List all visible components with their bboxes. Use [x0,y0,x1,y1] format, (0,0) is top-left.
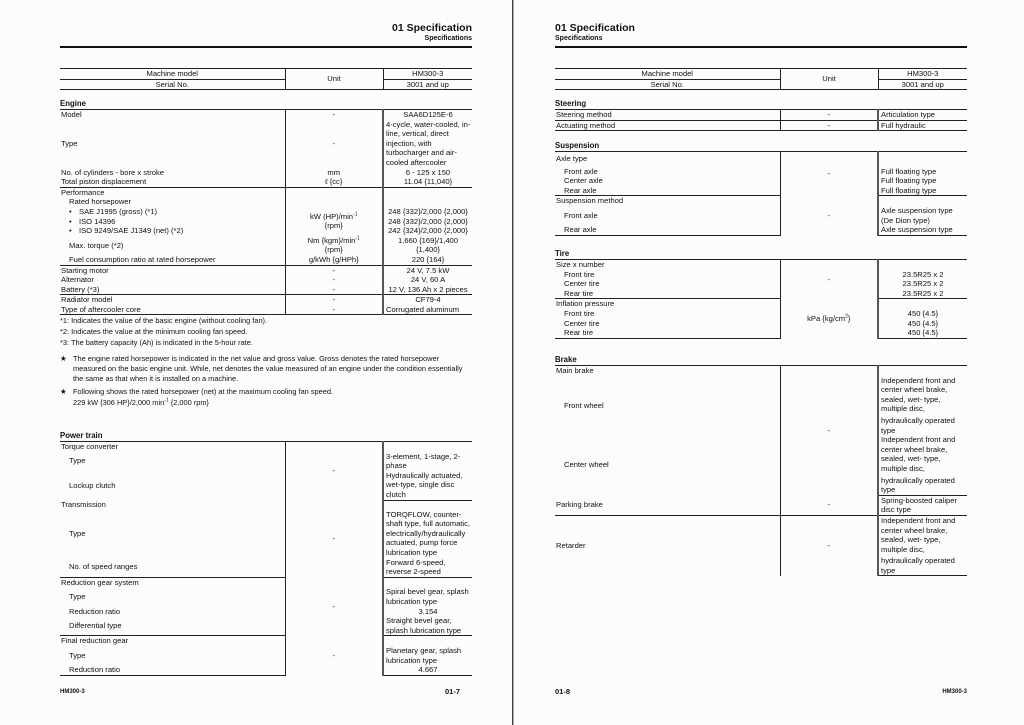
spec-unit: - [285,265,383,275]
spec-label: Rear axle [555,186,780,196]
spec-unit: - [285,577,383,636]
spec-unit: - [285,500,383,577]
spec-value: hydraulically operated type [881,415,955,435]
spec-value: 12 V, 136 Ah x 2 pieces [383,285,472,295]
spec-value: 242 {324}/2,000 {2,000} [388,226,468,236]
spec-value: Full floating type [878,186,967,196]
spec-label: Lockup clutch [69,480,116,490]
page-divider-shadow [513,0,514,725]
spec-value: Independent front and center wheel brake, [881,435,956,454]
spec-value: Planetary gear, splash lubrication type [386,645,462,665]
spec-unit: - [780,260,878,299]
engine-section [60,92,472,408]
spec-value: SAA6D125E-6 [383,110,472,120]
suspension-section [555,134,967,236]
spec-group-label: Suspension method [556,196,624,206]
spec-label: Battery (*3) [60,285,285,295]
spec-group-label: Final reduction gear [61,636,129,646]
section-title-suspension: Suspension [555,141,600,150]
spec-label: Center tire [564,279,600,289]
spec-value: Forward 6-speed, reverse 2-speed [383,558,472,578]
steering-section [555,92,967,131]
spec-value: Full hydraulic [878,120,967,131]
chapter-title: 01 Specification [392,22,472,34]
footnote: *3: The battery capacity (Ah) is indicated in the 5-hour rate. [60,338,253,348]
serial-label: Serial No. [555,79,780,90]
spec-subgroup-label: Rated horsepower [69,197,132,207]
page-left [60,0,472,725]
spec-value: 450 {4.5} [907,318,939,328]
net-horsepower-note: 229 kW {306 HP}/2,000 $\min^{-1} \{2,000$ rpm} [73,397,209,407]
spec-value: Full floating type [881,176,937,186]
spec-label: No. of cylinders - bore x stroke [61,167,164,177]
spec-value: 24 V, 7.5 kW [406,265,450,275]
spec-value: Corrugated aluminum [383,305,472,315]
spec-label: Fuel consumption ratio at rated horsepower [60,255,285,265]
spec-label: Total piston displacement [60,177,285,187]
spec-label: Center tire [564,318,600,328]
spec-value: sealed, wet- type, multiple disc, [881,394,941,414]
spec-group-label: Performance [61,187,105,197]
machine-model-label: Machine model [60,69,285,80]
spec-label: Type [69,592,86,602]
section-title-power-train: Power train [60,431,103,440]
spec-label: Actuating method [555,120,780,131]
spec-group-label: Size x number [555,260,780,270]
spec-label: Front axle [564,166,598,176]
page-right [555,0,967,725]
spec-value: 24 V, 60 A [410,275,446,285]
spec-value: 220 {164} [383,255,472,265]
spec-label: • SAE J1995 (gross) (*1) [69,207,157,216]
spec-value: Spiral bevel gear, splash lubrication type [386,587,469,606]
spec-unit: mm [285,168,383,178]
section-subtitle: Specifications [555,35,603,42]
tire-section [555,242,967,339]
spec-unit: g/kWh {g/HPh} [285,255,383,265]
spec-value: CF79-4 [415,295,441,305]
spec-label: Front tire [564,269,595,279]
spec-value: 23.5R25 x 2 [878,289,967,299]
spec-group-label: Main brake [555,366,780,376]
spec-unit: - [285,636,383,675]
spec-label: Retarder [556,541,586,551]
spec-label: Rear tire [555,328,780,338]
spec-value: 23.5R25 x 2 [902,279,944,289]
spec-unit: - [780,495,878,515]
spec-value: TORQFLOW, counter-shaft type, full automatic, electrically/hydraulically actuated, pump force lubrication type [386,509,470,558]
spec-label: Front axle [564,210,598,220]
footnote: *1: Indicates the value of the basic engine (without cooling fan). [60,316,268,326]
spec-value: 4.667 [383,665,472,675]
power-train-table [60,441,472,676]
spec-label: Type [69,456,86,466]
spec-group-label: Torque converter [60,442,285,452]
spec-group-label: Inflation pressure [556,299,615,309]
spec-label: Differential type [60,616,285,636]
section-title-engine: Engine [60,99,86,108]
spec-value: sealed, wet- type, multiple disc, [881,535,941,554]
spec-unit: - [285,285,383,295]
spec-value: 3.154 [418,606,438,616]
spec-unit: - [285,110,383,120]
spec-unit: - [285,275,383,285]
spec-value: Independent front and center wheel brake, [881,515,956,535]
footer-page-number: 01-8 [555,687,571,696]
star-note: ★ The engine rated horsepower is indicated in the net value and gross value. Gross denotes the rated horsepower measured on the basic engine unit. While, net denotes the value measured of an engine under the condition essentially the same as that when it is installed on a machine. [60,354,472,383]
spec-unit: - [285,295,383,305]
spec-label: Reduction ratio [69,606,121,616]
tire-table [555,259,967,339]
spec-value: Axle suspension type (De Dion type) [881,205,953,225]
page-header [555,20,967,48]
spec-label: Parking brake [555,495,780,515]
spec-unit: kW $(HP)/\min^{-1}$ {rpm} [285,207,383,236]
spec-value: Articulation type [878,110,967,121]
spec-unit: - [285,305,383,315]
spec-group-label: Transmission [61,500,106,510]
spec-value: Independent front and center wheel brake, [881,375,956,395]
spec-label: No. of speed ranges [60,558,285,578]
footer-model: HM300-3 [942,689,967,695]
steering-table [555,109,967,131]
section-subtitle: Specifications [424,35,472,42]
spec-value: sealed, wet- type, multiple disc, [881,454,941,473]
spec-value: Spring-boosted caliper disc type [878,495,967,515]
brake-table [555,365,967,576]
spec-unit: Nm $\{kgm\}/\min^{-1}$ {rpm} [285,236,383,255]
unit-header: Unit [780,69,878,90]
spec-value: 248 {332}/2,000 {2,000} [388,206,468,216]
spec-unit: - [780,152,878,196]
spec-value: hydraulically operated type [878,554,967,576]
machine-model-label: Machine model [555,69,780,80]
spec-unit: - [780,110,878,121]
spec-label: Rear tire [555,289,780,299]
spec-unit: ℓ {cc} [285,177,383,187]
section-title-brake: Brake [555,355,577,364]
spec-label: Center axle [564,176,603,186]
spec-label: Alternator [61,275,94,285]
spec-label: Center wheel [564,460,609,470]
spec-label: Type [69,650,86,660]
spec-value: 248 {332}/2,000 {2,000} [388,216,468,226]
spec-value: 11.04 {11,040} [383,177,472,187]
unit-header: Unit [285,69,383,90]
model-table [555,68,967,90]
spec-label: Type [69,528,86,538]
serial-value: 3001 and up [878,79,967,90]
spec-group-label: Reduction gear system [61,577,139,587]
spec-label: Radiator model [61,295,113,305]
spec-value: 6 - 125 x 150 [405,167,451,177]
suspension-table [555,151,967,236]
model-value: HM300-3 [383,69,472,80]
spec-unit: - [780,120,878,131]
spec-value: Straight bevel gear, splash lubrication type [383,616,472,636]
spec-unit: - [780,196,878,235]
star-note: ★ Following shows the rated horsepower (net) at the maximum cooling fan speed. [60,387,472,397]
power-train-section [60,424,472,676]
footer-model: HM300-3 [60,689,85,695]
model-value: HM300-3 [878,69,967,80]
spec-value: hydraulically operated type [878,474,967,496]
spec-unit: - [780,366,878,496]
spec-label: Rear axle [555,225,780,235]
footnote: *2: Indicates the value at the minimum cooling fan speed. [60,327,248,337]
serial-value: 3001 and up [383,79,472,90]
spec-label: Type [61,138,78,148]
spec-value: Axle suspension type [878,225,967,235]
spec-value: 450 {4.5} [878,328,967,338]
spec-label: • ISO 14396 [69,217,115,226]
section-title-tire: Tire [555,249,570,258]
spec-value: 1,660 {169}/1,400 {1,400} [398,235,458,255]
brake-section [555,348,967,576]
model-table [60,68,472,90]
spec-group-label: Axle type [555,152,780,167]
spec-label: Starting motor [61,265,109,275]
spec-unit: - [285,120,383,168]
spec-value: 450 {4.5} [907,308,939,318]
spec-label: Front tire [564,308,595,318]
serial-label: Serial No. [60,79,285,90]
spec-label: Steering method [555,110,780,121]
footer-page-number: 01-7 [444,687,460,696]
spec-value: 23.5R25 x 2 [902,269,944,279]
spec-unit: - [780,515,878,576]
spec-value: 4-cycle, water-cooled, in-line, vertical, direct injection, with turbocharger and air-cooled aftercooler [386,119,471,167]
spec-label: Type of aftercooler core [60,305,285,315]
spec-label: Model [60,110,285,120]
spec-value: 3-element, 1-stage, 2-phase [386,451,461,471]
spec-unit: kPa $\{kg/cm^2\}$ [780,299,878,338]
page-header [60,20,472,48]
chapter-title: 01 Specification [555,22,635,34]
spec-label: Front wheel [564,400,604,410]
spec-value: Hydraulically actuated, wet-type, single disc clutch [386,470,463,499]
spec-value: Full floating type [881,166,937,176]
engine-table [60,109,472,315]
section-title-steering: Steering [555,99,587,108]
spec-unit: - [285,442,383,501]
spec-label: Max. torque (*2) [69,240,124,250]
spec-label: • ISO 9249/SAE J1349 (net) (*2) [69,226,183,235]
spec-label: Reduction ratio [60,665,285,675]
